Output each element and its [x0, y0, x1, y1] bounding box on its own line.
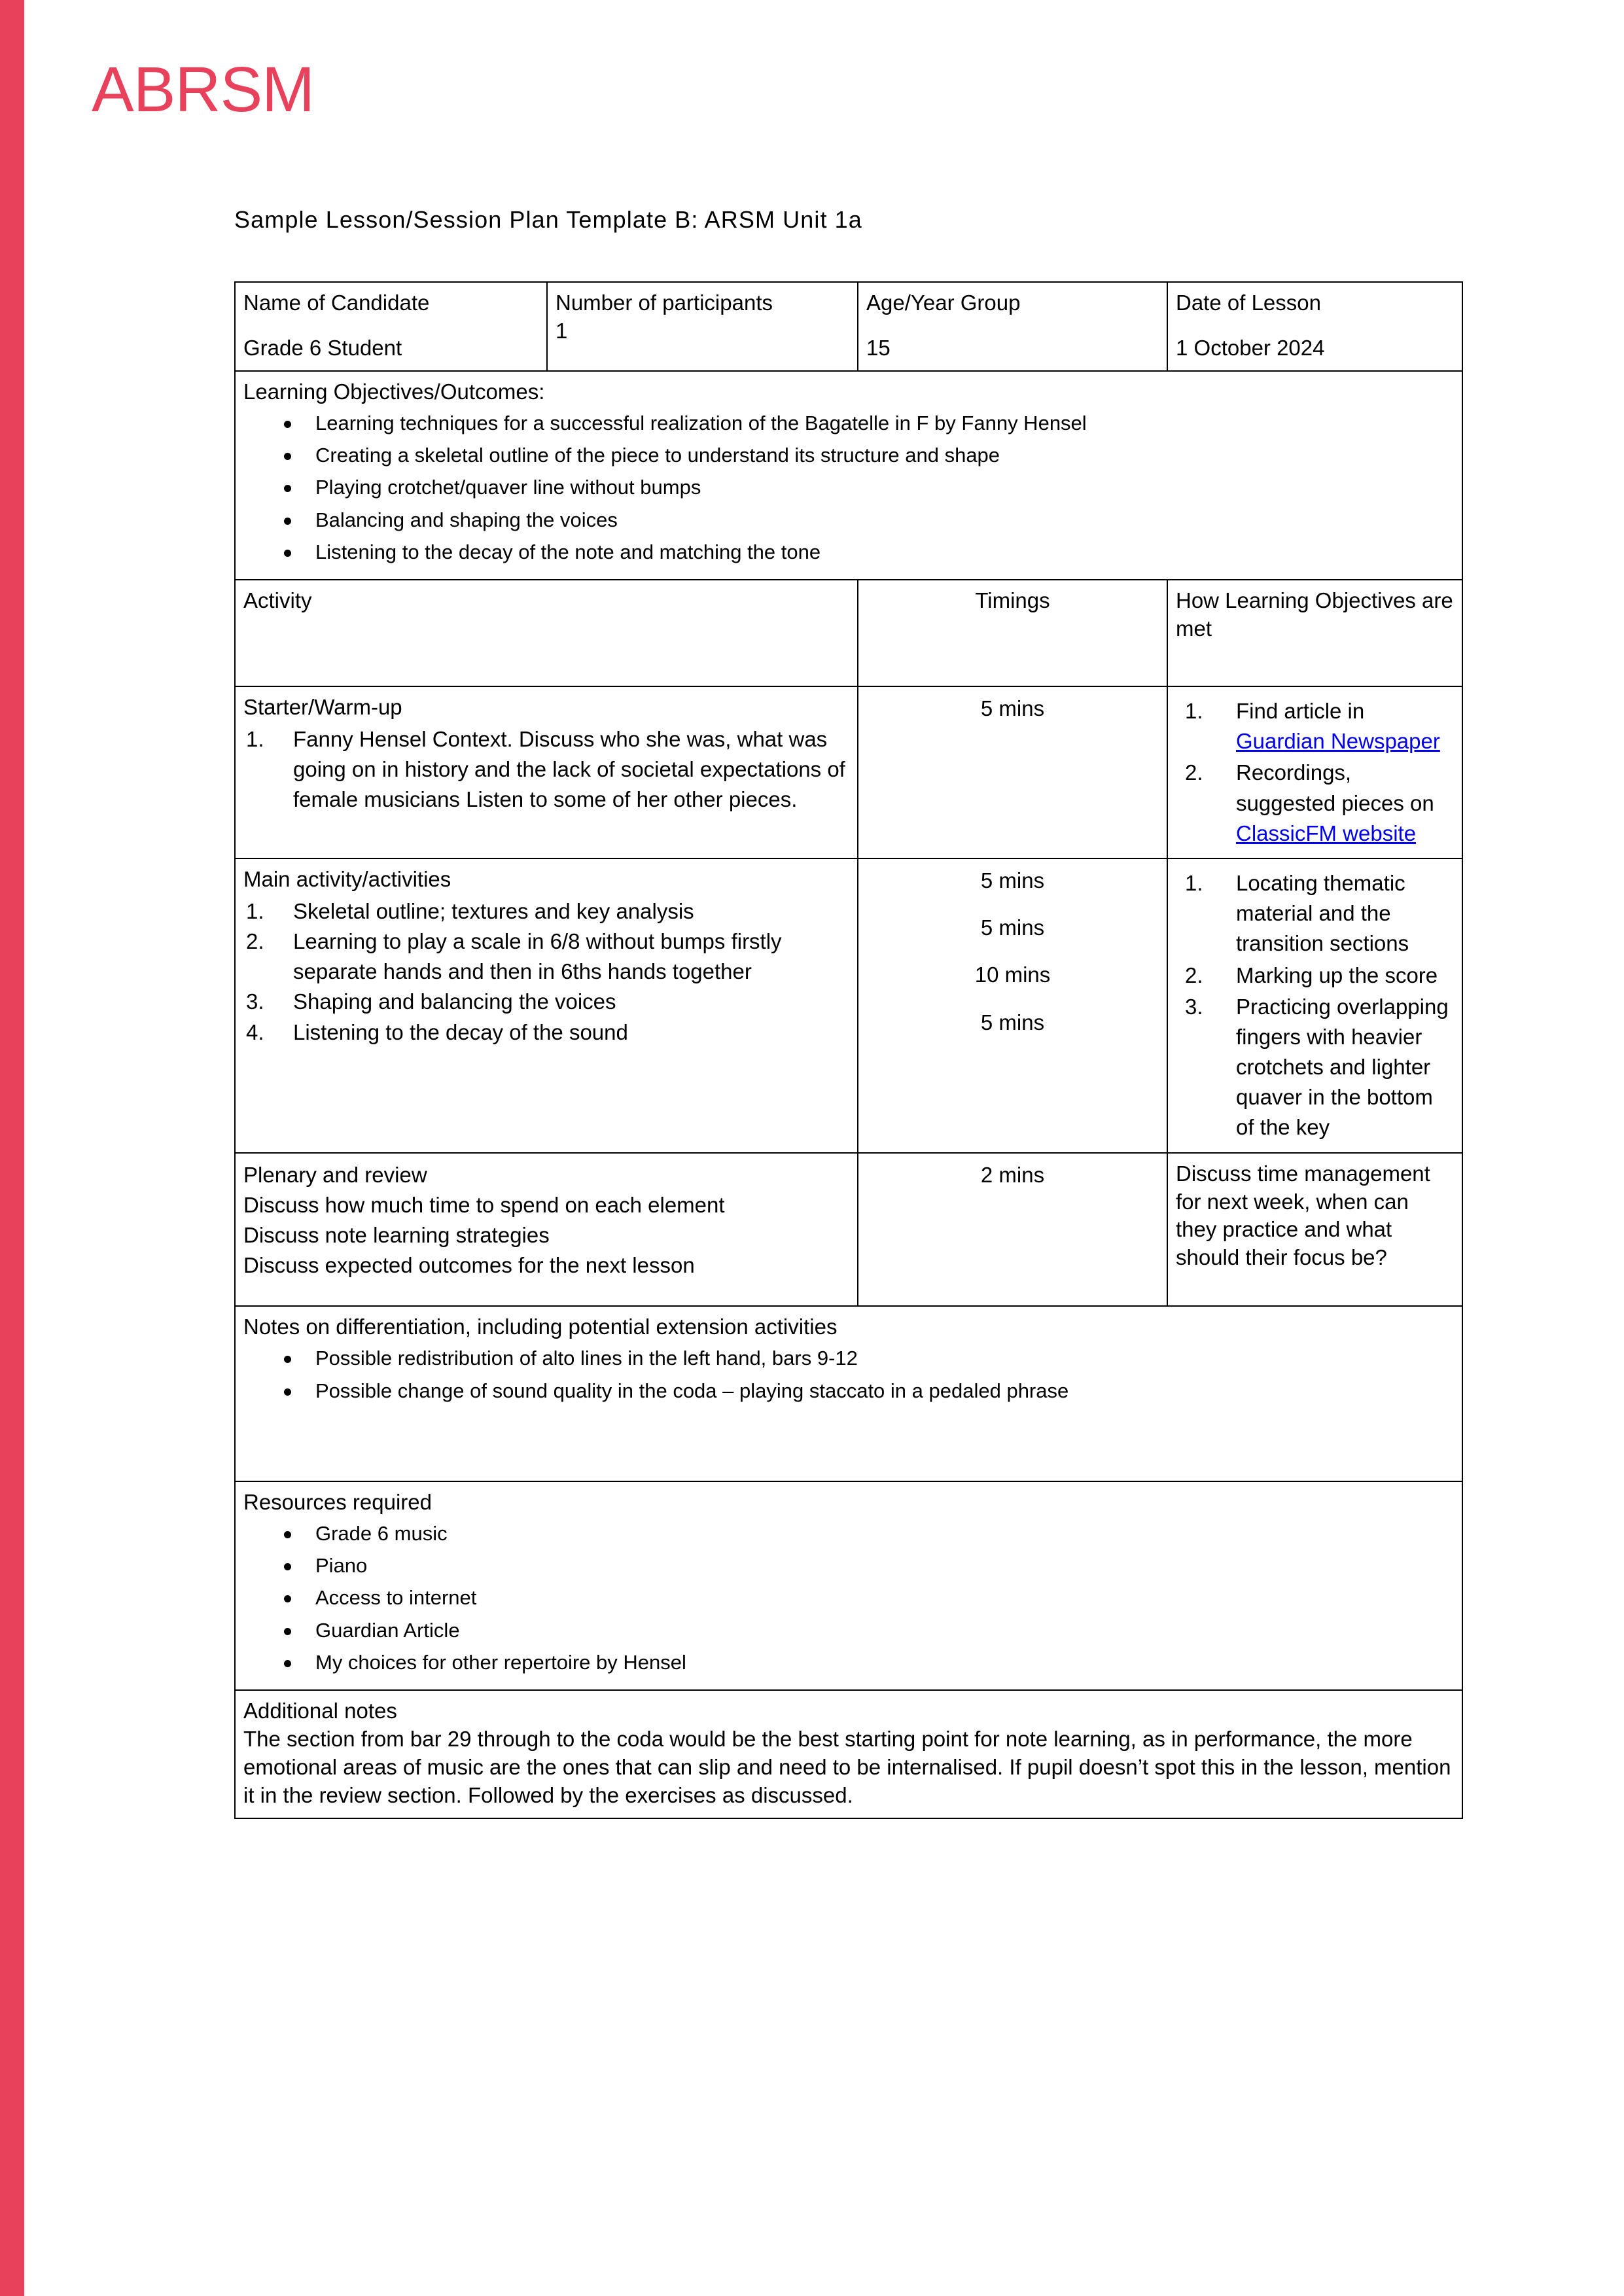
- label-date-of-lesson: Date of Lesson: [1176, 291, 1321, 315]
- value-age-year-group: 15: [866, 335, 891, 360]
- cell-date-of-lesson: [1167, 282, 1462, 371]
- starter-objectives-list: [1176, 696, 1454, 849]
- additional-notes-text: The section from bar 29 through to the coda would be the best starting point for note learning, as in performance, the more emotional areas of music are the ones that can slip and need to be internalised. If pupil doesn’t spot this in the lesson, mention it in the review section. Followed by the exercises as discussed.: [243, 1727, 1451, 1807]
- list-item: Access to internet: [243, 1585, 1454, 1611]
- plenary-line: Discuss expected outcomes for the next lesson: [243, 1253, 695, 1278]
- activity-header-row: [235, 580, 1462, 686]
- starter-row: [235, 686, 1462, 858]
- main-activity-title: Main activity/activities: [243, 866, 451, 891]
- cell-number-of-participants: [547, 282, 858, 371]
- plenary-line: Discuss how much time to spend on each element: [243, 1192, 725, 1217]
- objective-text-prefix: Find article in: [1236, 699, 1365, 724]
- list-item: Playing crotchet/quaver line without bumps: [243, 474, 1454, 501]
- label-activity: Activity: [243, 588, 312, 613]
- timings-group: [866, 866, 1159, 1038]
- label-age-year-group: Age/Year Group: [866, 291, 1021, 315]
- candidate-info-row: [235, 282, 1462, 371]
- cell-plenary-activity: [235, 1153, 858, 1307]
- lesson-plan-table: [234, 281, 1463, 1819]
- timing-value: 2 mins: [980, 1162, 1045, 1187]
- cell-starter-activity: [235, 686, 858, 858]
- main-activity-list: [243, 896, 849, 1048]
- list-item: Guardian Article: [243, 1617, 1454, 1644]
- list-item: Piano: [243, 1553, 1454, 1579]
- brand-accent-bar: [0, 0, 24, 2296]
- cell-learning-objectives: [235, 371, 1462, 580]
- timing-value: 10 mins: [974, 963, 1051, 987]
- cell-differentiation: [235, 1306, 1462, 1481]
- list-item: Creating a skeletal outline of the piece to understand its structure and shape: [243, 442, 1454, 468]
- additional-notes-heading: Additional notes: [243, 1699, 397, 1723]
- cell-header-timings: [858, 580, 1167, 686]
- page-title: Sample Lesson/Session Plan Template B: ARSM Unit 1a: [234, 206, 862, 233]
- cell-main-activity: [235, 858, 858, 1153]
- list-item: Grade 6 music: [243, 1521, 1454, 1547]
- starter-activity-list: [243, 724, 849, 815]
- list-item: Shaping and balancing the voices: [293, 989, 616, 1014]
- value-number-of-participants: 1: [556, 318, 568, 343]
- starter-title: Starter/Warm-up: [243, 695, 402, 720]
- cell-main-objectives: [1167, 858, 1462, 1153]
- plenary-title: Plenary and review: [243, 1162, 427, 1187]
- list-item: Locating thematic material and the transition sections: [1236, 870, 1409, 956]
- learning-objectives-heading: Learning Objectives/Outcomes:: [243, 379, 545, 404]
- cell-additional-notes: [235, 1690, 1462, 1818]
- plenary-row: [235, 1153, 1462, 1307]
- timing-value: 5 mins: [980, 915, 1045, 940]
- list-item: [1176, 758, 1454, 849]
- list-item: Learning techniques for a successful realization of the Bagatelle in F by Fanny Hensel: [243, 410, 1454, 436]
- plenary-lines: [243, 1160, 849, 1281]
- list-item: Practicing overlapping fingers with heavier crotchets and lighter quaver in the bottom of the key: [1236, 994, 1449, 1140]
- learning-objectives-row: [235, 371, 1462, 580]
- list-item: My choices for other repertoire by Hensel: [243, 1650, 1454, 1676]
- plenary-objective-text: Discuss time management for next week, when can they practice and what should their focus be?: [1176, 1161, 1430, 1270]
- list-item: [1176, 696, 1454, 756]
- value-date-of-lesson: 1 October 2024: [1176, 335, 1325, 360]
- main-objectives-list: [1176, 868, 1454, 1143]
- cell-header-activity: [235, 580, 858, 686]
- list-item: Fanny Hensel Context. Discuss who she was, what was going on in history and the lack of societal expectations of female musicians Listen to some of her other pieces.: [293, 726, 845, 812]
- learning-objectives-list: [243, 410, 1454, 565]
- timing-value: 5 mins: [980, 1010, 1045, 1034]
- label-number-of-participants: Number of participants: [556, 291, 773, 315]
- cell-starter-timings: [858, 686, 1167, 858]
- label-name-of-candidate: Name of Candidate: [243, 291, 430, 315]
- cell-header-objectives: [1167, 580, 1462, 686]
- list-item: Balancing and shaping the voices: [243, 507, 1454, 533]
- cell-resources: [235, 1481, 1462, 1690]
- timing-value: 5 mins: [980, 868, 1045, 892]
- resources-list: [243, 1521, 1454, 1676]
- cell-starter-objectives: [1167, 686, 1462, 858]
- differentiation-row: [235, 1306, 1462, 1481]
- list-item: Skeletal outline; textures and key analysis: [293, 898, 694, 923]
- resources-heading: Resources required: [243, 1489, 432, 1514]
- cell-plenary-objectives: [1167, 1153, 1462, 1307]
- cell-age-year-group: [858, 282, 1167, 371]
- abrsm-logo: ABRSM: [92, 54, 314, 125]
- objective-text-prefix: Recordings, suggested pieces on: [1236, 760, 1434, 815]
- timing-value: 5 mins: [980, 696, 1045, 721]
- cell-name-of-candidate: [235, 282, 547, 371]
- list-item: Listening to the decay of the sound: [293, 1019, 628, 1044]
- label-timings: Timings: [975, 588, 1050, 613]
- label-how-objectives-met: How Learning Objectives are met: [1176, 588, 1453, 641]
- resources-row: [235, 1481, 1462, 1690]
- classicfm-website-link[interactable]: ClassicFM website: [1236, 821, 1417, 845]
- list-item: Possible redistribution of alto lines in the left hand, bars 9-12: [243, 1345, 1454, 1371]
- differentiation-list: [243, 1345, 1454, 1404]
- list-item: Possible change of sound quality in the coda – playing staccato in a pedaled phrase: [243, 1378, 1454, 1404]
- plenary-line: Discuss note learning strategies: [243, 1223, 550, 1248]
- list-item: Marking up the score: [1236, 963, 1438, 987]
- main-activity-row: [235, 858, 1462, 1153]
- value-name-of-candidate: Grade 6 Student: [243, 335, 402, 360]
- list-item: Learning to play a scale in 6/8 without bumps firstly separate hands and then in 6ths hands together: [293, 929, 782, 984]
- cell-main-timings: [858, 858, 1167, 1153]
- list-item: Listening to the decay of the note and matching the tone: [243, 539, 1454, 565]
- additional-notes-row: [235, 1690, 1462, 1818]
- cell-plenary-timings: [858, 1153, 1167, 1307]
- differentiation-heading: Notes on differentiation, including potential extension activities: [243, 1315, 838, 1339]
- guardian-newspaper-link[interactable]: Guardian Newspaper: [1236, 729, 1440, 754]
